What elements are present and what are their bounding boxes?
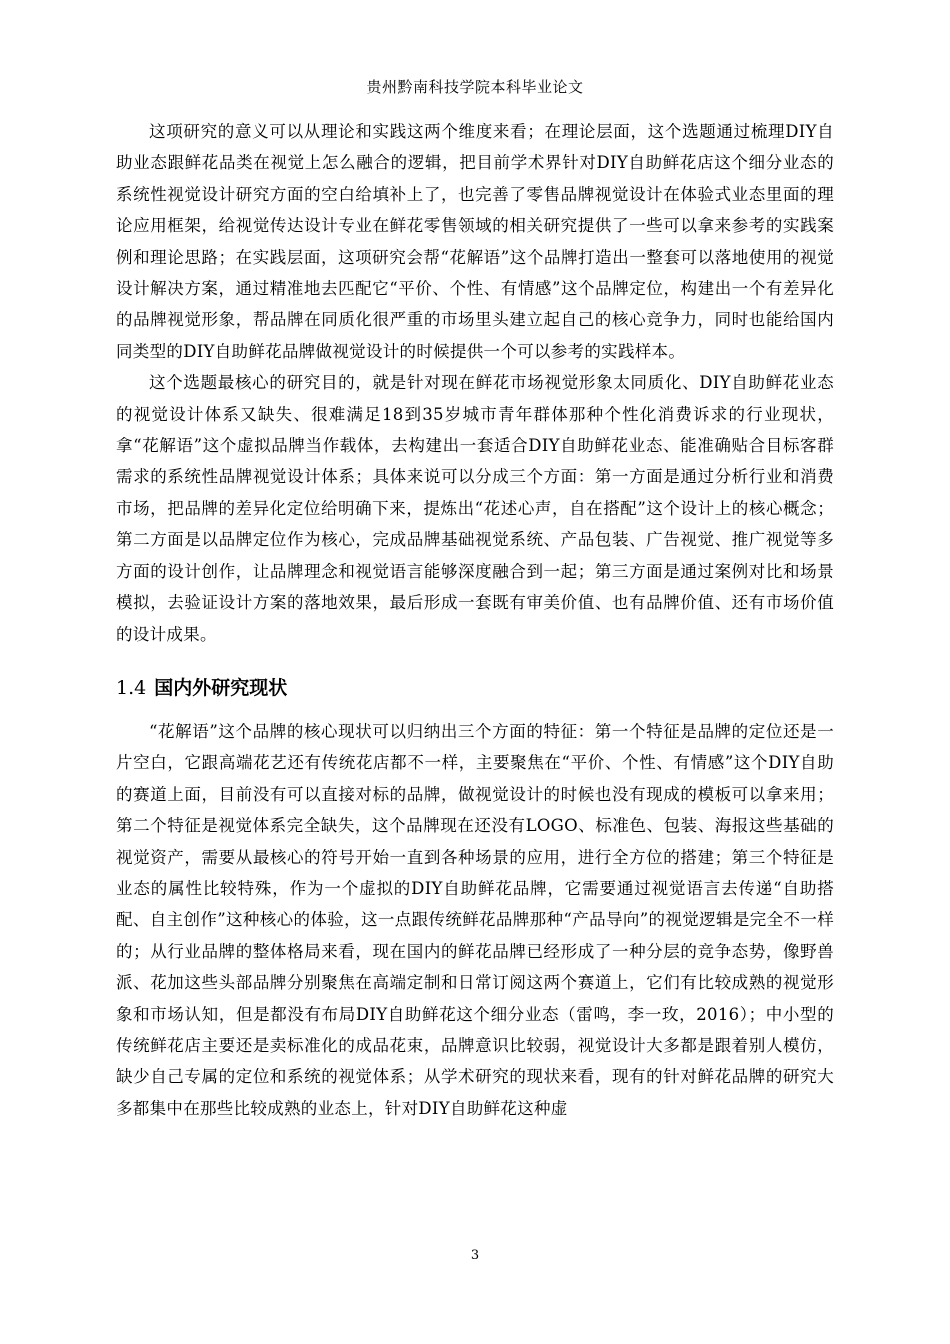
document-body (116, 116, 834, 1124)
paragraph-research-significance: 这项研究的意义可以从理论和实践这两个维度来看；在理论层面，这个选题通过梳理DIY自助业态跟鲜花品类在视觉上怎么融合的逻辑，把目前学术界针对DIY自助鲜花店这个细分业态的系统性视觉设计研究方面的空白给填补上了，也完善了零售品牌视觉设计在体验式业态里面的理论应用框架，给视觉传达设计专业在鲜花零售领域的相关研究提供了一些可以拿来参考的实践案例和理论思路；在实践层面，这项研究会帮“花解语”这个品牌打造出一整套可以落地使用的视觉设计解决方案，通过精准地去匹配它“平价、个性、有情感”这个品牌定位，构建出一个有差异化的品牌视觉形象，帮品牌在同质化很严重的市场里头建立起自己的核心竞争力，同时也能给国内同类型的DIY自助鲜花品牌做视觉设计的时候提供一个可以参考的实践样本。 (116, 122, 834, 361)
page-number: 3 (470, 1248, 480, 1263)
section-number: 1.4 (116, 676, 147, 699)
section-heading (116, 672, 834, 704)
page-header: 贵州黔南科技学院本科毕业论文 (366, 78, 584, 96)
paragraph-research-purpose: 这个选题最核心的研究目的，就是针对现在鲜花市场视觉形象太同质化、DIY自助鲜花业态的视觉设计体系又缺失、很难满足18到35岁城市青年群体那种个性化消费诉求的行业现状，拿“花解语”这个虚拟品牌当作载体，去构建出一套适合DIY自助鲜花业态、能准确贴合目标客群需求的系统性品牌视觉设计体系；具体来说可以分成三个方面：第一方面是通过分析行业和消费市场，把品牌的差异化定位给明确下来，提炼出“花述心声，自在搭配”这个设计上的核心概念；第二方面是以品牌定位作为核心，完成品牌基础视觉系统、产品包装、广告视觉、推广视觉等多方面的设计创作，让品牌理念和视觉语言能够深度融合到一起；第三方面是通过案例对比和场景模拟，去验证设计方案的落地效果，最后形成一套既有审美价值、也有品牌价值、还有市场价值的设计成果。 (116, 373, 834, 644)
section-title: 国内外研究现状 (154, 676, 288, 699)
paragraph-research-status: “花解语”这个品牌的核心现状可以归纳出三个方面的特征：第一个特征是品牌的定位还是一片空白，它跟高端花艺还有传统花店都不一样，主要聚焦在“平价、个性、有情感”这个DIY自助的赛道上面，目前没有可以直接对标的品牌，做视觉设计的时候也没有现成的模板可以拿来用；第二个特征是视觉体系完全缺失，这个品牌现在还没有LOGO、标准色、包装、海报这些基础的视觉资产，需要从最核心的符号开始一直到各种场景的应用，进行全方位的搭建；第三个特征是业态的属性比较特殊，作为一个虚拟的DIY自助鲜花品牌，它需要通过视觉语言去传递“自助搭配、自主创作”这种核心的体验，这一点跟传统鲜花品牌那种“产品导向”的视觉逻辑是完全不一样的；从行业品牌的整体格局来看，现在国内的鲜花品牌已经形成了一种分层的竞争态势，像野兽派、花加这些头部品牌分别聚焦在高端定制和日常订阅这两个赛道上，它们有比较成熟的视觉形象和市场认知，但是都没有布局DIY自助鲜花这个细分业态（雷鸣，李一玫，2016）；中小型的传统鲜花店主要还是卖标准化的成品花束，品牌意识比较弱，视觉设计大多都是跟着别人模仿，缺少自己专属的定位和系统的视觉体系；从学术研究的现状来看，现有的针对鲜花品牌的研究大多都集中在那些比较成熟的业态上，针对DIY自助鲜花这种虚 (116, 721, 834, 1118)
